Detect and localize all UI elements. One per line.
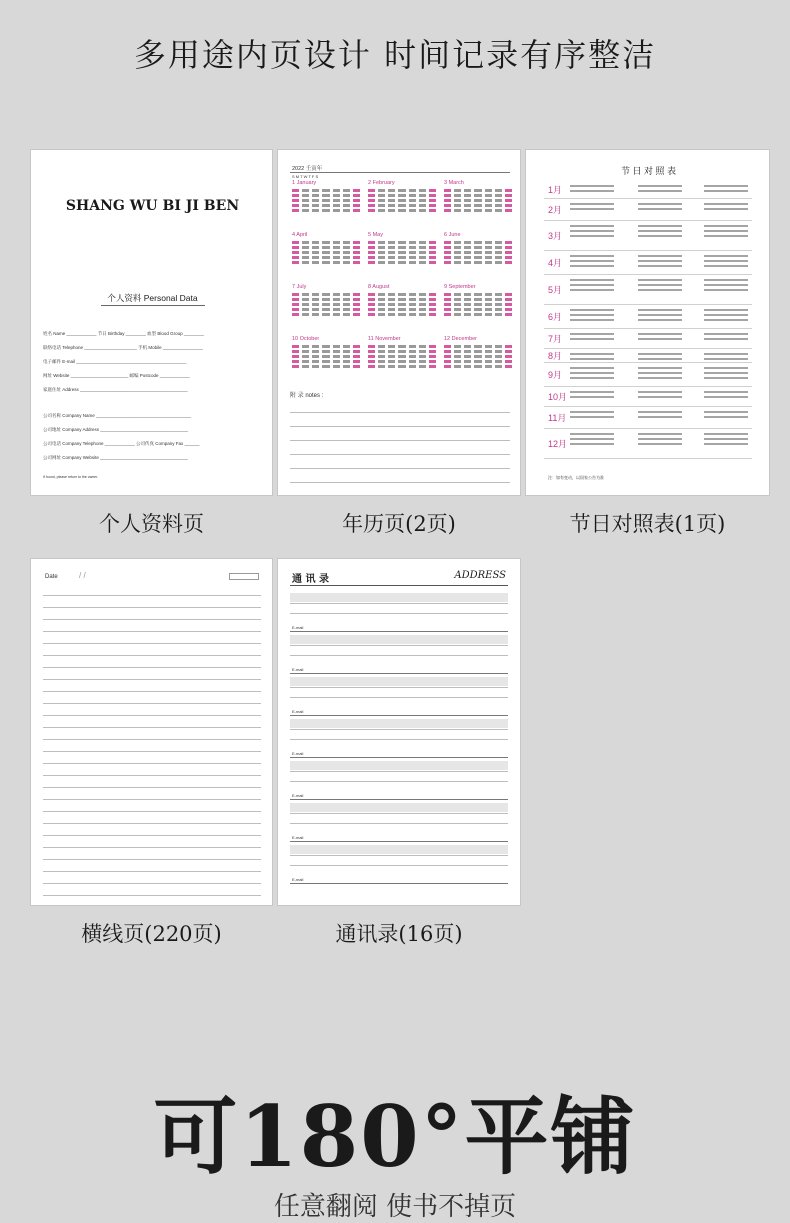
calendar-month	[368, 232, 436, 264]
writing-line	[43, 679, 261, 680]
writing-line	[43, 691, 261, 692]
address-entry	[290, 677, 508, 717]
writing-line	[43, 811, 261, 812]
month-days	[444, 241, 512, 264]
month-days	[444, 345, 512, 368]
entry-line	[290, 655, 508, 656]
holiday-entries	[570, 408, 614, 421]
holiday-footnote: 注：如有变动，以国家公告为准	[548, 475, 604, 480]
writing-line	[43, 751, 261, 752]
writing-line	[43, 643, 261, 644]
calendar-month	[292, 180, 360, 212]
email-label: E-mail	[292, 793, 304, 798]
writing-line	[43, 703, 261, 704]
holiday-month: 12月	[548, 439, 568, 449]
month-days	[292, 189, 360, 212]
field-row: 公司电话 Company Telephone ____________ 公司传真 Company Fax ______	[43, 441, 200, 446]
name-row	[290, 593, 508, 602]
entry-line	[290, 883, 508, 884]
entry-line	[290, 715, 508, 716]
holiday-entries	[638, 222, 682, 240]
holiday-entries	[704, 388, 748, 401]
name-row	[290, 761, 508, 770]
holiday-month: 10月	[548, 392, 568, 402]
entry-line	[290, 613, 508, 614]
field-row: 公司名称 Company Name ______________________________________	[43, 413, 192, 418]
holiday-month: 4月	[548, 258, 563, 268]
address-entry	[290, 719, 508, 759]
field-row: 网址 Website _______________________ 邮编 Postcode ____________	[43, 373, 190, 378]
notes-line	[290, 426, 510, 427]
calendar-top-rule	[290, 172, 510, 173]
holiday-entries	[704, 364, 748, 382]
holiday-entries	[570, 330, 614, 343]
holiday-row	[544, 406, 752, 429]
address-entry	[290, 803, 508, 843]
month-name: 6 June	[444, 232, 461, 238]
notes-label: 附 录 notes :	[290, 393, 324, 399]
date-label: Date	[45, 574, 58, 580]
writing-line	[43, 775, 261, 776]
writing-line	[43, 823, 261, 824]
writing-line	[43, 871, 261, 872]
holiday-entries	[704, 222, 748, 240]
page-headline: 多用途内页设计 时间记录有序整洁	[133, 36, 657, 74]
address-entry	[290, 635, 508, 675]
entry-line	[290, 697, 508, 698]
month-name: 11 November	[368, 336, 401, 342]
holiday-entries	[638, 388, 682, 401]
entry-line	[290, 645, 508, 646]
holiday-entries	[704, 430, 748, 448]
month-days	[368, 345, 436, 368]
holiday-month: 8月	[548, 351, 563, 361]
calendar-month	[444, 232, 512, 264]
writing-line	[43, 787, 261, 788]
month-days	[292, 293, 360, 316]
month-name: 3 March	[444, 180, 464, 186]
caption-lined: 横线页(220页)	[81, 922, 222, 946]
calendar-year: 2022 壬寅年	[292, 166, 323, 172]
writing-line	[43, 835, 261, 836]
holiday-entries	[704, 276, 748, 294]
holiday-entries	[570, 430, 614, 448]
entry-line	[290, 631, 508, 632]
writing-line	[43, 847, 261, 848]
entry-line	[290, 739, 508, 740]
holiday-entries	[704, 182, 748, 195]
holiday-month: 11月	[548, 413, 567, 423]
entry-line	[290, 687, 508, 688]
notes-line	[290, 482, 510, 483]
calendar-month	[292, 284, 360, 316]
big-title: 可180°平铺	[153, 1087, 637, 1186]
writing-line	[43, 883, 261, 884]
entry-line	[290, 781, 508, 782]
address-entry	[290, 845, 508, 885]
email-label: E-mail	[292, 877, 304, 882]
name-row	[290, 677, 508, 686]
entry-line	[290, 673, 508, 674]
holiday-month: 3月	[548, 231, 563, 241]
notes-line	[290, 454, 510, 455]
month-name: 1 January	[292, 180, 317, 186]
weekday-header: S M T W T F S	[292, 174, 319, 179]
calendar-month	[368, 284, 436, 316]
weekday-boxes	[229, 573, 259, 580]
field-row: 联络电话 Telephone _____________________ 手机 Mobile ________________	[43, 345, 203, 350]
writing-line	[43, 619, 261, 620]
holiday-entries	[638, 182, 682, 195]
holiday-entries	[570, 276, 614, 294]
brand-title: SHANG WU BI JI BEN	[65, 198, 240, 214]
email-label: E-mail	[292, 751, 304, 756]
month-days	[444, 293, 512, 316]
entry-line	[290, 841, 508, 842]
entry-line	[290, 823, 508, 824]
month-days	[292, 241, 360, 264]
entry-line	[290, 771, 508, 772]
holiday-entries	[704, 200, 748, 213]
holiday-row	[544, 220, 752, 251]
lined-page-thumbnail	[30, 558, 273, 906]
holiday-entries	[638, 330, 682, 343]
holiday-row	[544, 304, 752, 329]
name-row	[290, 719, 508, 728]
holiday-entries	[638, 306, 682, 324]
holiday-row	[544, 348, 752, 363]
writing-line	[43, 739, 261, 740]
personal-data-heading: 个人资料 Personal Data	[107, 293, 198, 303]
profile-fields	[43, 331, 265, 469]
holiday-month: 5月	[548, 285, 563, 295]
month-name: 9 September	[444, 284, 476, 290]
holiday-entries	[704, 330, 748, 343]
entry-line	[290, 603, 508, 604]
caption-holiday: 节日对照表(1页)	[569, 512, 726, 536]
heading-underline	[101, 305, 205, 306]
holiday-row	[544, 198, 752, 221]
holiday-row	[544, 386, 752, 407]
month-name: 4 April	[292, 232, 308, 238]
calendar-month	[444, 336, 512, 368]
entry-line	[290, 799, 508, 800]
holiday-entries	[570, 222, 614, 240]
holiday-month: 7月	[548, 334, 563, 344]
calendar-month	[292, 232, 360, 264]
month-days	[368, 241, 436, 264]
holiday-row	[544, 428, 752, 459]
writing-line	[43, 715, 261, 716]
holiday-entries	[570, 182, 614, 195]
entry-line	[290, 729, 508, 730]
holiday-entries	[638, 408, 682, 421]
holiday-entries	[638, 252, 682, 270]
holiday-page-thumbnail	[525, 149, 770, 496]
holiday-row	[544, 274, 752, 305]
caption-calendar: 年历页(2页)	[342, 512, 456, 536]
writing-line	[43, 895, 261, 896]
writing-line	[43, 799, 261, 800]
calendar-month	[444, 284, 512, 316]
calendar-month	[292, 336, 360, 368]
address-title-cn: 通 讯 录	[292, 574, 329, 585]
holiday-entries	[570, 306, 614, 324]
holiday-entries	[638, 200, 682, 213]
address-top-rule	[290, 585, 508, 586]
email-label: E-mail	[292, 835, 304, 840]
email-label: E-mail	[292, 625, 304, 630]
holiday-row	[544, 180, 752, 199]
writing-line	[43, 763, 261, 764]
holiday-month: 1月	[548, 185, 563, 195]
address-title-en: ADDRESS	[454, 570, 506, 581]
writing-line	[43, 859, 261, 860]
holiday-entries	[638, 430, 682, 448]
caption-profile: 个人资料页	[99, 512, 204, 536]
profile-page-thumbnail	[30, 149, 273, 496]
address-entry	[290, 761, 508, 801]
month-days	[368, 293, 436, 316]
month-name: 7 July	[292, 284, 307, 290]
calendar-page-thumbnail	[277, 149, 521, 496]
holiday-entries	[704, 306, 748, 324]
name-row	[290, 635, 508, 644]
calendar-month	[444, 180, 512, 212]
holiday-entries	[638, 276, 682, 294]
writing-line	[43, 655, 261, 656]
field-row: 电子邮件 E-mail ____________________________________________	[43, 359, 187, 364]
notes-line	[290, 468, 510, 469]
month-name: 12 December	[444, 336, 478, 342]
field-row: 姓名 Name ____________ 节日 Birthday ________ 血型 Blood Group ________	[43, 331, 204, 336]
holiday-row	[544, 328, 752, 349]
month-name: 10 October	[292, 336, 320, 342]
address-page-thumbnail	[277, 558, 521, 906]
holiday-title: 节 日 对 照 表	[620, 166, 676, 176]
writing-line	[43, 595, 261, 596]
address-entry	[290, 593, 508, 633]
email-label: E-mail	[292, 667, 304, 672]
notes-line	[290, 412, 510, 413]
holiday-month: 6月	[548, 312, 563, 322]
holiday-entries	[704, 252, 748, 270]
holiday-row	[544, 362, 752, 387]
entry-line	[290, 865, 508, 866]
writing-line	[43, 631, 261, 632]
month-days	[292, 345, 360, 368]
caption-address: 通讯录(16页)	[335, 922, 463, 946]
entry-line	[290, 757, 508, 758]
holiday-entries	[704, 408, 748, 421]
calendar-month	[368, 180, 436, 212]
holiday-entries	[570, 364, 614, 382]
field-row: 家庭住址 Address ___________________________________________	[43, 387, 188, 392]
email-label: E-mail	[292, 709, 304, 714]
holiday-entries	[570, 252, 614, 270]
holiday-month: 9月	[548, 370, 563, 380]
field-row: 公司地址 Company Address ___________________________________	[43, 427, 188, 432]
month-name: 8 August	[368, 284, 390, 290]
name-row	[290, 845, 508, 854]
writing-line	[43, 727, 261, 728]
holiday-row	[544, 250, 752, 275]
month-name: 2 February	[368, 180, 395, 186]
entry-line	[290, 813, 508, 814]
month-days	[368, 189, 436, 212]
notes-line	[290, 440, 510, 441]
field-row: 公司网址 Company Website ___________________________________	[43, 455, 188, 460]
writing-line	[43, 607, 261, 608]
name-row	[290, 803, 508, 812]
holiday-month: 2月	[548, 205, 563, 215]
month-name: 5 May	[368, 232, 383, 238]
date-slashes: / /	[79, 571, 86, 580]
holiday-entries	[570, 388, 614, 401]
writing-line	[43, 667, 261, 668]
holiday-entries	[638, 364, 682, 382]
calendar-month	[368, 336, 436, 368]
entry-line	[290, 855, 508, 856]
month-days	[444, 189, 512, 212]
profile-footnote: If found, please return to the owner.	[43, 475, 99, 479]
subtitle: 任意翻阅 使书不掉页	[273, 1192, 517, 1222]
holiday-entries	[570, 200, 614, 213]
